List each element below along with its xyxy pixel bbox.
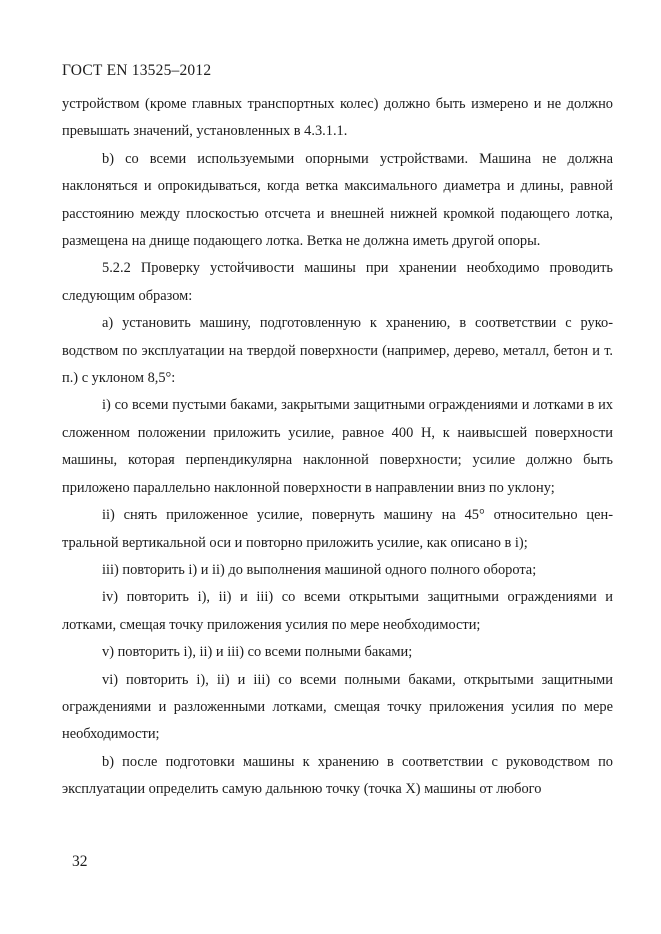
paragraph-item-a: а) установить машину, подготовленную к хранению, в соответствии с руководством по эксплуатации на твердой поверхности (например, дерево, металл, бетон и т. п.) с уклоном 8,5°: bbox=[62, 315, 613, 387]
paragraph-item-iii: iii) повторить i) и ii) до выполнения машиной одного полного оборота; bbox=[102, 561, 537, 578]
document-header: ГОСТ EN 13525–2012 bbox=[62, 62, 212, 79]
paragraph-item-ii: ii) снять приложенное усилие, повернуть машину на 45° относительно центральной вертикальной оси и повторно приложить усилие, как описано в i); bbox=[62, 507, 613, 551]
document-body bbox=[62, 91, 613, 804]
paragraph-item-i: i) со всеми пустыми баками, закрытыми защитными ограждениями и лотками в их сложенном положении приложить усилие, равное 400 Н, к наивысшей поверхности машины, которая перпендикулярна наклонной поверхности; усилие должно быть приложено параллельно наклонной поверхности в направлении вниз по уклону; bbox=[62, 397, 613, 496]
paragraph-item-b-storage: b) после подготовки машины к хранению в соответствии с руководством по эксплуатации определить самую дальнюю точку (точка X) машины от любого bbox=[62, 753, 613, 798]
paragraph-item-vi: vi) повторить i), ii) и iii) со всеми полными баками, открытыми защитными ограждениями и разложенными лотками, смещая точку приложения усилия по мере необходимости; bbox=[62, 671, 613, 743]
paragraph-clause-5-2-2: 5.2.2 Проверку устойчивости машины при хранении необходимо проводить следующим образом: bbox=[62, 260, 613, 304]
page-number: 32 bbox=[72, 853, 88, 870]
paragraph-item-b-support: b) со всеми используемыми опорными устройствами. Машина не должна наклоняться и опрокидываться, когда ветка максимального диаметра и длины, равной расстоянию между плоскостью отсчета и внешней нижней кромкой подающего лотка, размещена на днище подающего лотка. Ветка не должна иметь другой опоры. bbox=[62, 150, 613, 250]
paragraph-continuation: устройством (кроме главных транспортных колес) должно быть измерено и не должно превышать значений, установленных в 4.3.1.1. bbox=[62, 96, 613, 140]
paragraph-item-iv: iv) повторить i), ii) и iii) со всеми открытыми защитными ограждениями и лотками, смещая точку приложения усилия по мере необходимости; bbox=[62, 589, 613, 633]
paragraph-item-v: v) повторить i), ii) и iii) со всеми полными баками; bbox=[102, 644, 413, 661]
